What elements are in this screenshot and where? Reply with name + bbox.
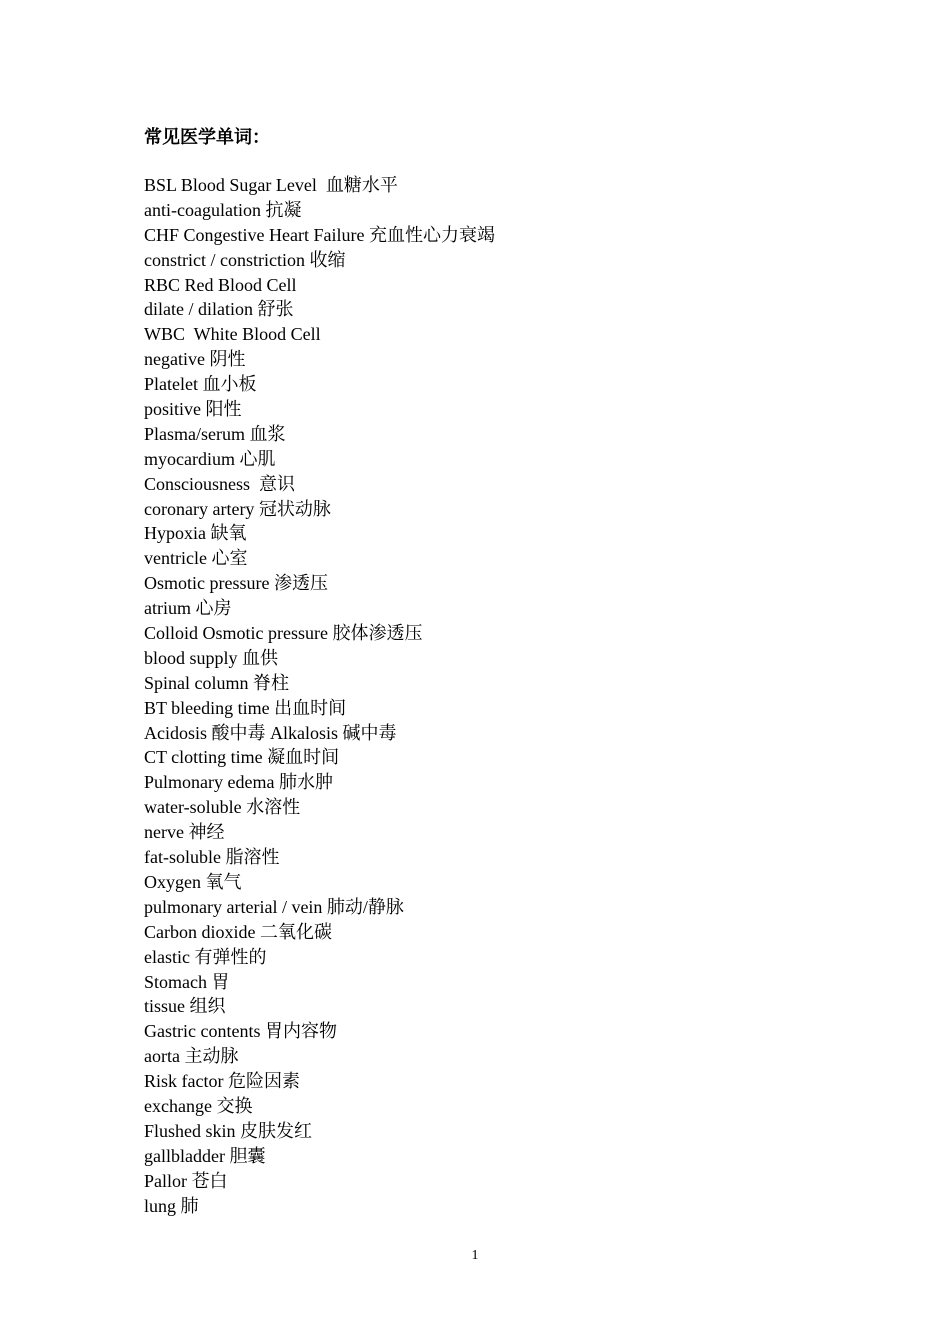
term-row: fat-soluble 脂溶性 (144, 847, 280, 868)
term-row: Stomach 胃 (144, 971, 230, 992)
term-row: BSL Blood Sugar Level 血糖水平 (144, 175, 398, 195)
term-row: Hypoxia 缺氧 (144, 523, 247, 544)
term-row: Spinal column 脊柱 (144, 672, 289, 693)
term-row: pulmonary arterial / vein 肺动/静脉 (144, 896, 404, 917)
term-row: Oxygen 氧气 (144, 871, 242, 892)
page-number: 1 (471, 1248, 479, 1263)
term-row: positive 阳性 (144, 399, 242, 420)
term-row: exchange 交换 (144, 1095, 253, 1116)
term-row: ventricle 心室 (144, 548, 248, 569)
term-list (144, 173, 495, 1218)
term-row: Platelet 血小板 (144, 374, 257, 395)
term-row: RBC Red Blood Cell (144, 274, 297, 295)
term-row: Gastric contents 胃内容物 (144, 1021, 337, 1042)
term-row: negative 阴性 (144, 349, 246, 370)
term-row: Osmotic pressure 渗透压 (144, 573, 328, 594)
term-row: water-soluble 水溶性 (144, 797, 301, 818)
term-row: CHF Congestive Heart Failure 充血性心力衰竭 (144, 224, 495, 245)
term-row: anti-coagulation 抗凝 (144, 199, 302, 220)
term-row: tissue 组织 (144, 996, 226, 1017)
term-row: myocardium 心肌 (144, 448, 276, 469)
term-row: Pallor 苍白 (144, 1170, 228, 1191)
term-row: coronary artery 冠状动脉 (144, 498, 331, 519)
term-row: blood supply 血供 (144, 647, 279, 668)
term-row: BT bleeding time 出血时间 (144, 697, 347, 718)
term-row: Acidosis 酸中毒 Alkalosis 碱中毒 (144, 722, 397, 743)
term-row: Consciousness 意识 (144, 473, 296, 494)
term-row: elastic 有弹性的 (144, 946, 267, 967)
term-row: Plasma/serum 血浆 (144, 423, 286, 444)
term-row: Flushed skin 皮肤发红 (144, 1120, 313, 1141)
term-row: Carbon dioxide 二氧化碳 (144, 921, 332, 942)
term-row: constrict / constriction 收缩 (144, 249, 346, 270)
term-row: gallbladder 胆囊 (144, 1145, 266, 1166)
term-row: lung 肺 (144, 1195, 199, 1216)
term-row: Colloid Osmotic pressure 胶体渗透压 (144, 623, 423, 644)
term-row: aorta 主动脉 (144, 1046, 239, 1067)
term-row: dilate / dilation 舒张 (144, 299, 294, 320)
term-row: Pulmonary edema 肺水肿 (144, 772, 333, 793)
term-row: nerve 神经 (144, 822, 225, 843)
term-row: atrium 心房 (144, 598, 232, 619)
term-row: Risk factor 危险因素 (144, 1071, 300, 1092)
term-row: WBC White Blood Cell (144, 324, 321, 345)
term-row: CT clotting time 凝血时间 (144, 747, 340, 768)
page-heading: 常见医学单词： (144, 127, 270, 147)
